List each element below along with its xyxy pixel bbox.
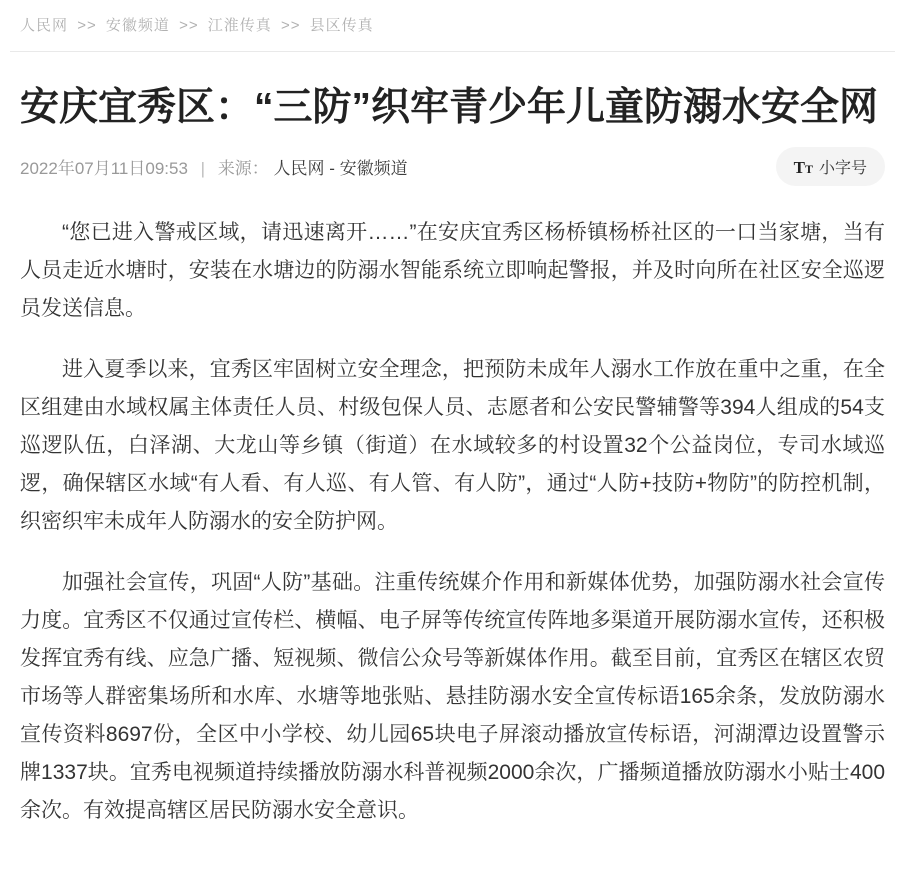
breadcrumb-item-channel[interactable]: 安徽频道 bbox=[105, 17, 170, 34]
article-paragraph: 进入夏季以来，宜秀区牢固树立安全理念，把预防未成年人溺水工作放在重中之重，在全区组建由水域权属主体责任人员、村级包保人员、志愿者和公安民警辅警等394人组成的54支巡逻队伍，白泽湖、大龙山等乡镇（街道）在水域较多的村设置32个公益岗位，专司水域巡逻，确保辖区水域“有人看、有人巡、有人管、有人防”，通过“人防+技防+物防”的防控机制，织密织牢未成年人防溺水的安全防护网。 bbox=[20, 358, 885, 534]
article-body bbox=[20, 214, 885, 830]
breadcrumb bbox=[0, 0, 905, 35]
breadcrumb-separator: >> bbox=[280, 17, 301, 34]
header-divider bbox=[10, 51, 895, 52]
breadcrumb-item-subsection[interactable]: 县区传真 bbox=[309, 17, 374, 34]
article-paragraph: 加强社会宣传，巩固“人防”基础。注重传统媒介作用和新媒体优势，加强防溺水社会宣传力度。宜秀区不仅通过宣传栏、横幅、电子屏等传统宣传阵地多渠道开展防溺水宣传，还积极发挥宜秀有线、应急广播、短视频、微信公众号等新媒体作用。截至目前，宜秀区在辖区农贸市场等人群密集场所和水库、水塘等地张贴、悬挂防溺水安全宣传标语165余条，发放防溺水宣传资料8697份，全区中小学校、幼儿园65块电子屏滚动播放宣传标语，河湖潭边设置警示牌1337块。宜秀电视频道持续播放防溺水科普视频2000余次，广播频道播放防溺水小贴士400余次。有效提高辖区居民防溺水安全意识。 bbox=[20, 571, 885, 823]
article-meta bbox=[20, 147, 885, 186]
source-link[interactable]: 人民网 - 安徽频道 bbox=[273, 159, 408, 179]
publish-date: 2022年07月11日09:53 bbox=[20, 159, 188, 179]
breadcrumb-separator: >> bbox=[77, 17, 97, 34]
page-title: 安庆宜秀区：“三防”织牢青少年儿童防溺水安全网 bbox=[20, 86, 879, 129]
meta-separator: | bbox=[200, 159, 206, 179]
source-label: 来源： bbox=[217, 159, 269, 179]
article-paragraph: “您已进入警戒区域，请迅速离开……”在安庆宜秀区杨桥镇杨桥社区的一口当家塘，当有人员走近水塘时，安装在水塘边的防溺水智能系统立即响起警报，并及时向所在社区安全巡逻员发送信息。 bbox=[20, 221, 885, 321]
font-size-button[interactable] bbox=[776, 147, 885, 186]
breadcrumb-separator: >> bbox=[179, 17, 199, 34]
breadcrumb-item-home[interactable]: 人民网 bbox=[20, 17, 69, 34]
article-meta-left bbox=[20, 154, 408, 179]
font-size-button-label: 小字号 bbox=[818, 160, 867, 178]
breadcrumb-item-section[interactable]: 江淮传真 bbox=[207, 17, 272, 34]
font-size-icon: TT bbox=[793, 158, 813, 178]
